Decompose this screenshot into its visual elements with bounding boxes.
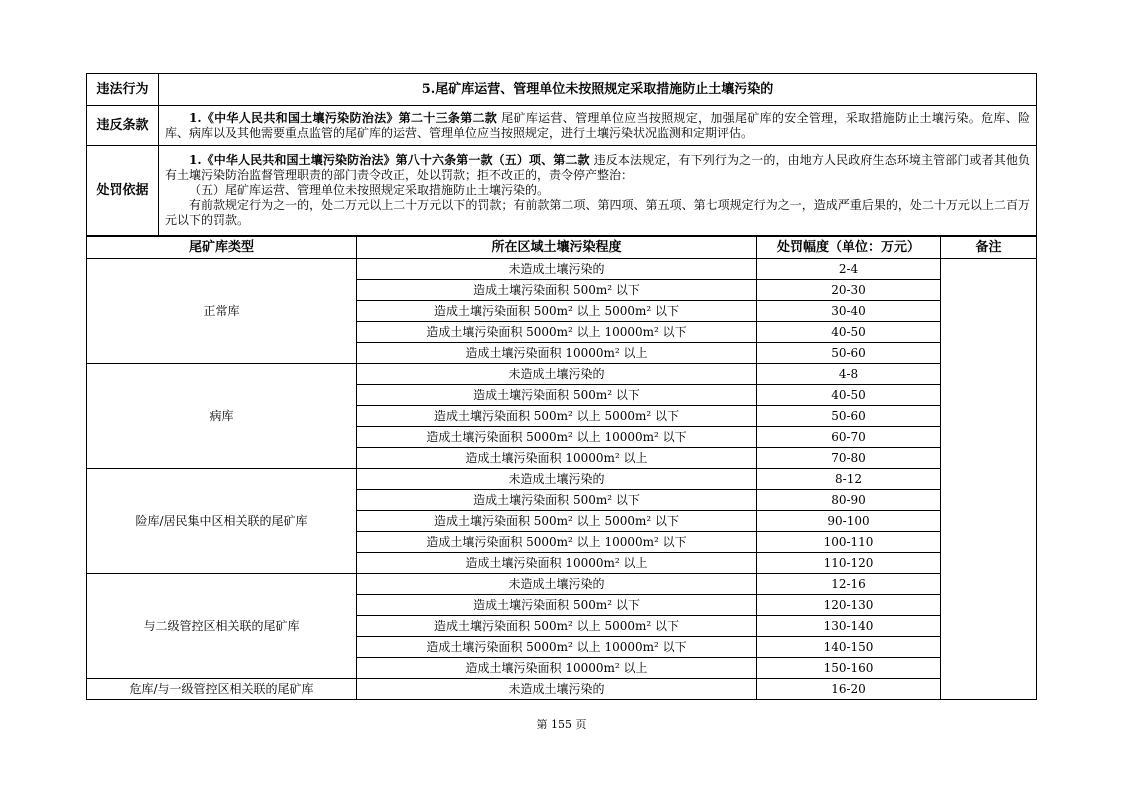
pollution-degree-cell: 造成土壤污染面积 500m² 以上 5000m² 以下 xyxy=(357,406,757,427)
penalty-range-cell: 70-80 xyxy=(757,448,941,469)
violation-info-table xyxy=(86,73,1037,236)
table-row xyxy=(87,679,1037,700)
remarks-cell xyxy=(941,259,1037,700)
penalty-range-cell: 20-30 xyxy=(757,280,941,301)
penalty-range-cell: 50-60 xyxy=(757,406,941,427)
table-header-row xyxy=(87,237,1037,259)
pollution-degree-cell: 造成土壤污染面积 500m² 以下 xyxy=(357,280,757,301)
penalty-range-cell: 60-70 xyxy=(757,427,941,448)
column-header: 所在区域土壤污染程度 xyxy=(357,237,757,259)
penalty-range-cell: 12-16 xyxy=(757,574,941,595)
pollution-degree-cell: 未造成土壤污染的 xyxy=(357,469,757,490)
pollution-degree-cell: 造成土壤污染面积 10000m² 以上 xyxy=(357,343,757,364)
violated-clause-text xyxy=(159,106,1037,146)
violated-clause-body: 尾矿库运营、管理单位应当按照规定，加强尾矿库的安全管理，采取措施防止土壤污染。危库、险库、病库以及其他需要重点监管的尾矿库的运营、管理单位应当按照规定，进行土壤污染状况监测和定期评估。 xyxy=(165,110,1030,140)
pollution-degree-cell: 造成土壤污染面积 10000m² 以上 xyxy=(357,658,757,679)
pollution-degree-cell: 造成土壤污染面积 500m² 以下 xyxy=(357,595,757,616)
pollution-degree-cell: 造成土壤污染面积 500m² 以上 5000m² 以下 xyxy=(357,616,757,637)
page-number: 第 155 页 xyxy=(536,718,587,731)
penalty-basis-label: 处罚依据 xyxy=(87,146,159,236)
tailings-type-cell: 正常库 xyxy=(87,259,357,364)
penalty-basis-body-3: 有前款规定行为之一的，处二万元以上二十万元以下的罚款；有前款第二项、第四项、第五项、第七项规定行为之一，造成严重后果的，处二十万元以上二百万元以下的罚款。 xyxy=(165,198,1030,227)
penalty-basis-ref: 1.《中华人民共和国土壤污染防治法》第八十六条第一款（五）项、第二款 xyxy=(189,153,590,167)
penalty-range-cell: 80-90 xyxy=(757,490,941,511)
tailings-type-cell: 与二级管控区相关联的尾矿库 xyxy=(87,574,357,679)
penalty-range-cell: 8-12 xyxy=(757,469,941,490)
pollution-degree-cell: 未造成土壤污染的 xyxy=(357,364,757,385)
tailings-type-cell: 险库/居民集中区相关联的尾矿库 xyxy=(87,469,357,574)
violation-value: 5.尾矿库运营、管理单位未按照规定采取措施防止土壤污染的 xyxy=(159,74,1037,106)
table-row xyxy=(87,469,1037,490)
pollution-degree-cell: 未造成土壤污染的 xyxy=(357,259,757,280)
pollution-degree-cell: 未造成土壤污染的 xyxy=(357,679,757,700)
penalty-basis-body-2: （五）尾矿库运营、管理单位未按照规定采取措施防止土壤污染的。 xyxy=(189,183,550,197)
table-row xyxy=(87,259,1037,280)
pollution-degree-cell: 造成土壤污染面积 5000m² 以上 10000m² 以下 xyxy=(357,322,757,343)
penalty-table xyxy=(86,236,1037,700)
column-header: 备注 xyxy=(941,237,1037,259)
table-row xyxy=(87,574,1037,595)
pollution-degree-cell: 造成土壤污染面积 500m² 以上 5000m² 以下 xyxy=(357,301,757,322)
penalty-range-cell: 16-20 xyxy=(757,679,941,700)
penalty-range-cell: 110-120 xyxy=(757,553,941,574)
penalty-range-cell: 2-4 xyxy=(757,259,941,280)
pollution-degree-cell: 造成土壤污染面积 500m² 以上 5000m² 以下 xyxy=(357,511,757,532)
pollution-degree-cell: 造成土壤污染面积 5000m² 以上 10000m² 以下 xyxy=(357,637,757,658)
pollution-degree-cell: 造成土壤污染面积 5000m² 以上 10000m² 以下 xyxy=(357,427,757,448)
penalty-range-cell: 40-50 xyxy=(757,385,941,406)
penalty-range-cell: 150-160 xyxy=(757,658,941,679)
penalty-range-cell: 40-50 xyxy=(757,322,941,343)
penalty-range-cell: 30-40 xyxy=(757,301,941,322)
pollution-degree-cell: 造成土壤污染面积 10000m² 以上 xyxy=(357,448,757,469)
penalty-range-cell: 130-140 xyxy=(757,616,941,637)
penalty-range-cell: 4-8 xyxy=(757,364,941,385)
pollution-degree-cell: 造成土壤污染面积 500m² 以下 xyxy=(357,385,757,406)
pollution-degree-cell: 造成土壤污染面积 10000m² 以上 xyxy=(357,553,757,574)
penalty-range-cell: 120-130 xyxy=(757,595,941,616)
column-header: 处罚幅度（单位：万元） xyxy=(757,237,941,259)
pollution-degree-cell: 造成土壤污染面积 5000m² 以上 10000m² 以下 xyxy=(357,532,757,553)
tailings-type-cell: 危库/与一级管控区相关联的尾矿库 xyxy=(87,679,357,700)
penalty-basis-text xyxy=(159,146,1037,236)
column-header: 尾矿库类型 xyxy=(87,237,357,259)
violated-clause-label: 违反条款 xyxy=(87,106,159,146)
violated-clause-ref: 1.《中华人民共和国土壤污染防治法》第二十三条第二款 xyxy=(189,110,498,125)
tailings-type-cell: 病库 xyxy=(87,364,357,469)
violation-label: 违法行为 xyxy=(87,74,159,106)
penalty-range-cell: 50-60 xyxy=(757,343,941,364)
penalty-basis-body-1: 违反本法规定，有下列行为之一的，由地方人民政府生态环境主管部门或者其他负有土壤污染防治监督管理职责的部门责令改正，处以罚款；拒不改正的，责令停产整治： xyxy=(165,153,1030,182)
penalty-range-cell: 140-150 xyxy=(757,637,941,658)
pollution-degree-cell: 未造成土壤污染的 xyxy=(357,574,757,595)
pollution-degree-cell: 造成土壤污染面积 500m² 以下 xyxy=(357,490,757,511)
penalty-range-cell: 100-110 xyxy=(757,532,941,553)
table-row xyxy=(87,364,1037,385)
penalty-range-cell: 90-100 xyxy=(757,511,941,532)
